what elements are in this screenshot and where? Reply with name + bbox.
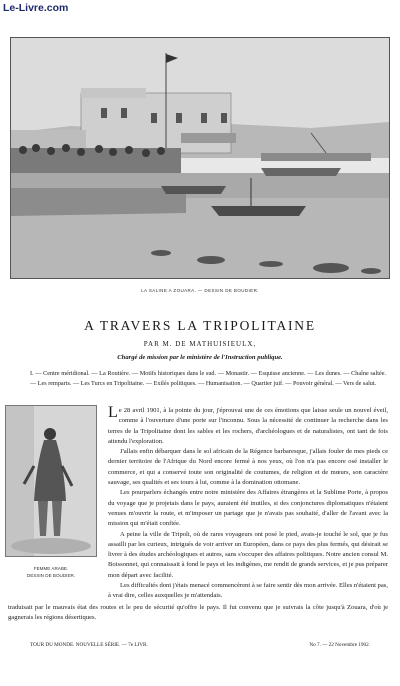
portrait-caption-title: FEMME ARABE. — [33, 566, 69, 571]
portrait-caption-credit: DESSIN DE BOUDIER. — [26, 573, 76, 578]
paragraph-text: e 28 avril 1901, à la pointe du jour, j'éprouvai une de ces émotions que laisse seule un nouvel éveil, comme à l'ouverture d'une porte sur l'inconnu. Sous la nécessité de continuer la recherche dans les terres de la Tripolitaine dont les sables et les rochers, d'archéologues et de naturalistes, ont tant de fois attendu l'exploration. — [108, 407, 388, 445]
paragraph — [108, 406, 388, 447]
article-body — [108, 406, 388, 602]
footer-issue: No 7. — 22 Novembre 1902. — [309, 642, 370, 648]
paragraph: J'allais enfin débarquer dans le sol africain de la Régence barbaresque, j'allais fouler de mes pieds ce dernier territoire de l'Afrique du Nord encore fermé à nos yeux, où l'on n'a pas encore osé installer le commerce, et qui a conservé toute son originalité de coutumes, de religion et de mœurs, son caractère sauvage, ses qualités et ses tours à lui, comme à la domination ottomane. — [108, 448, 388, 487]
article-summary: I. — Centre méridional. — La Routière. — Motifs historiques dans le sud. — Monastir. — Esquisse ancienne. — Les dunes. — Chaîne saltée. — Les remparts. — Les Turcs en Tripolitaine. — Exilés politiques. — Humanisation. — Quartier juif. — Pouvoir général. — Vers de salut. — [30, 370, 386, 387]
paragraph: A peine la ville de Tripoli, où de rares voyageurs ont posé le pied, avais-je touché le sol, que je fus assailli par les curieux, intrigués de voir arriver un Européen, dans ce pays des plus fermés, qui désirait se livrer à des études archéologiques et autres, sans s'occuper des affaires politiques. Notre ancien consul M. Boissonnet, qui connaissait à fond le pays et les indigènes, me rendit de grands services, et je pus préparer mon départ avec facilité. — [108, 530, 388, 579]
drop-cap: L — [108, 404, 118, 421]
article-byline: PAR M. DE MATHUISIEULX, — [143, 340, 257, 348]
site-watermark[interactable]: Le-Livre.com — [3, 2, 69, 14]
page-footer — [30, 642, 370, 648]
paragraph: Les pourparlers échangés entre notre ministère des Affaires étrangères et la Sublime Porte, à propos du voyage que je projetais dans le pays, auraient été inutiles, si des conjonctures diplomatiques n'étaient venues m'ouvrir la route, et m'imposer un partage que je n'avais pas souhaité, d'aller de l'avant avec la mission qui m'était confiée. — [108, 489, 388, 528]
portrait-caption — [5, 565, 97, 579]
article-continuation: traduisait par le mauvais état des routes et le peu de sécurité qu'offre le pays. Il fut convenu que je suivrais la côte jusqu'à Zouara, d'où je gagnerais les régions désertiques. — [8, 604, 388, 622]
portrait-illustration — [5, 405, 97, 557]
article-mission-note: Chargé de mission par le ministère de l'Instruction publique. — [117, 354, 283, 361]
footer-publication: TOUR DU MONDE. NOUVELLE SÉRIE. — 7e LIVR. — [30, 642, 148, 648]
harbor-photo — [10, 37, 390, 279]
article-title: A TRAVERS LA TRIPOLITAINE — [84, 318, 316, 333]
paragraph: Les difficultés dont j'étais menacé commencèrent à se faire sentir dès mon arrivée. Elles n'étaient pas, à vrai dire, celles auxquelles je m'attendais. — [108, 582, 388, 600]
photo-caption: LA SALINE A ZOUARA. — DESSIN DE BOUDIER. — [141, 288, 259, 293]
